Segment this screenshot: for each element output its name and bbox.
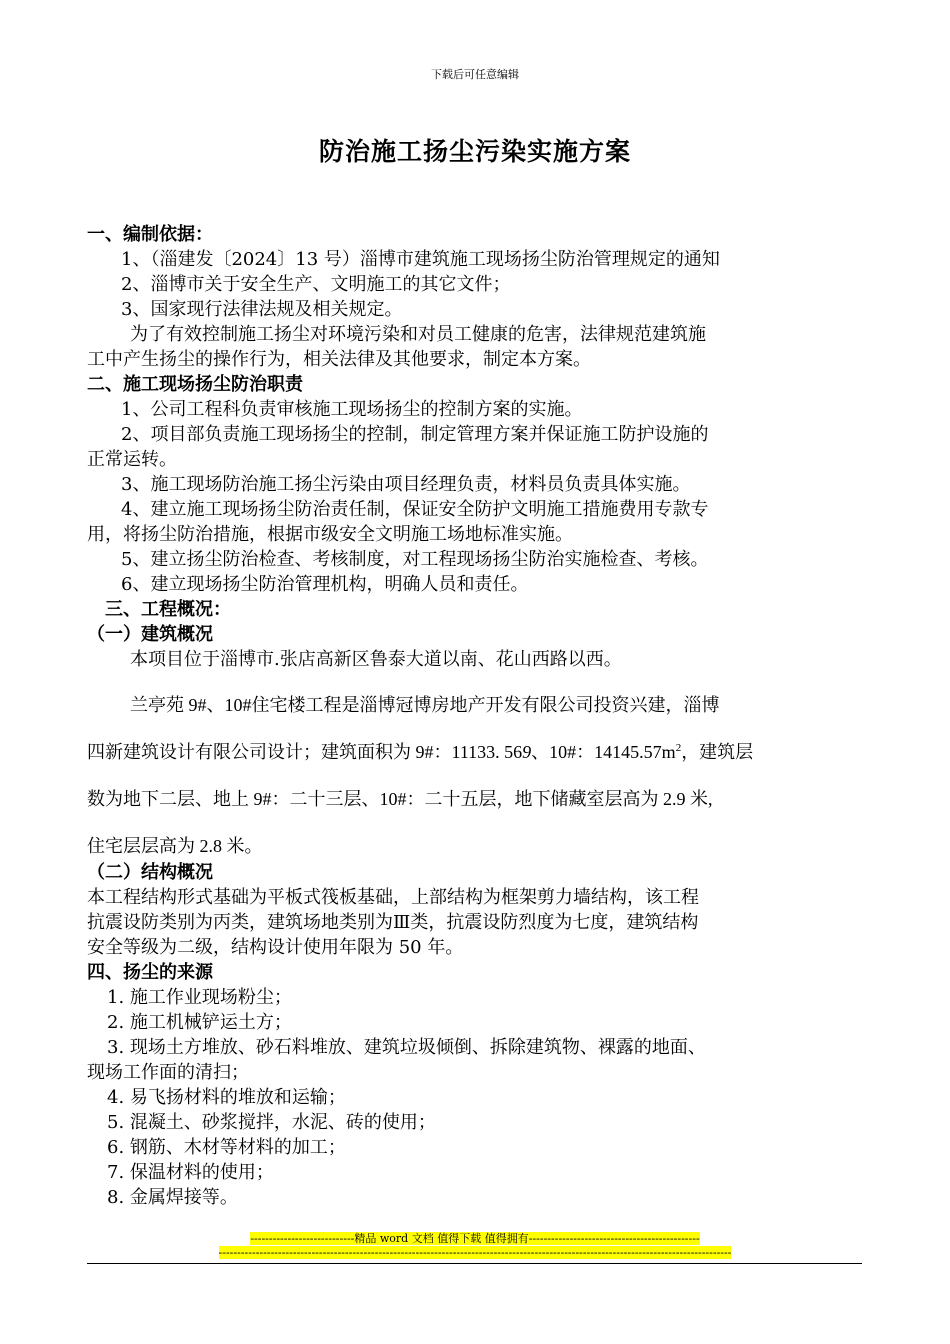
text-run: 9 xyxy=(522,742,532,762)
paragraph-line: 本项目位于淄博市.张店高新区鲁泰大道以南、花山西路以西。 xyxy=(130,649,622,670)
section-4-heading: 四、扬尘的来源 xyxy=(87,962,213,983)
paragraph-line: 本工程结构形式基础为平板式筏板基础，上部结构为框架剪力墙结构，该工程 xyxy=(87,887,699,908)
footer-line: ----------------------------精品 word 文档 值得下载 值得拥有---------------------------------------------- xyxy=(250,1232,700,1245)
list-item: 5. 混凝土、砂浆搅拌，水泥、砖的使用； xyxy=(107,1112,436,1133)
subsection-heading: （一）建筑概况 xyxy=(87,624,213,645)
list-item: 3、施工现场防治施工扬尘污染由项目经理负责，材料员负责具体实施。 xyxy=(121,474,691,495)
list-item: 8. 金属焊接等。 xyxy=(107,1187,238,1208)
paragraph-line: 为了有效控制施工扬尘对环境污染和对员工健康的危害，法律规范建筑施 xyxy=(130,324,706,345)
footer-divider xyxy=(87,1263,862,1264)
section-2-heading: 二、施工现场扬尘防治职责 xyxy=(87,374,303,395)
paragraph-line xyxy=(87,719,862,766)
document-body xyxy=(87,222,862,1210)
list-item: 1、公司工程科负责审核施工现场扬尘的控制方案的实施。 xyxy=(121,399,583,420)
list-item-continuation: 正常运转。 xyxy=(87,449,177,470)
footer-banner xyxy=(0,1246,950,1259)
paragraph-line: 工中产生扬尘的操作行为，相关法律及其他要求，制定本方案。 xyxy=(87,349,591,370)
list-item: 2、项目部负责施工现场扬尘的控制，制定管理方案并保证施工防护设施的 xyxy=(121,424,709,445)
paragraph-line: 兰亭苑 9#、10#住宅楼工程是淄博冠博房地产开发有限公司投资兴建，淄博 xyxy=(130,695,720,715)
section-3-heading: 三、工程概况： xyxy=(105,599,231,620)
document-title: 防治施工扬尘污染实施方案 xyxy=(318,137,631,166)
list-item: 2. 施工机械铲运土方； xyxy=(107,1012,292,1033)
list-item: 7. 保温材料的使用； xyxy=(107,1162,274,1183)
list-item-continuation: 现场工作面的清扫； xyxy=(87,1062,249,1083)
subsection-heading: （二）结构概况 xyxy=(87,862,213,883)
paragraph-line: 安全等级为二级，结构设计使用年限为 50 年。 xyxy=(87,937,464,958)
text-run: 四新建筑设计有限公司设计；建筑面积为 9#：11133. 56 xyxy=(87,742,523,762)
list-item: 3. 现场土方堆放、砂石料堆放、建筑垃圾倾倒、拆除建筑物、裸露的地面、 xyxy=(107,1037,706,1058)
list-item: 6、建立现场扬尘防治管理机构，明确人员和责任。 xyxy=(121,574,529,595)
superscript: 2 xyxy=(675,742,682,754)
list-item: 2、淄博市关于安全生产、文明施工的其它文件； xyxy=(121,274,511,295)
text-run: ，建筑层 xyxy=(681,742,754,762)
header-note: 下载后可任意编辑 xyxy=(431,68,519,81)
text-run: 、10#：14145.57m xyxy=(531,742,676,762)
list-item: 4、建立施工现场扬尘防治责任制，保证安全防护文明施工措施费用专款专 xyxy=(121,499,709,520)
footer-banner xyxy=(0,1230,950,1246)
footer-line: ------------------------------------------------------------------------------------------------------------------------------------------ xyxy=(218,1246,732,1259)
list-item: 4. 易飞扬材料的堆放和运输； xyxy=(107,1087,346,1108)
list-item: 5、建立扬尘防治检查、考核制度，对工程现场扬尘防治实施检查、考核。 xyxy=(121,549,709,570)
paragraph-line: 住宅层层高为 2.8 米。 xyxy=(87,836,263,856)
paragraph-line: 数为地下二层、地上 9#：二十三层、10#：二十五层，地下储藏室层高为 2.9 米, xyxy=(87,789,713,809)
list-item: 1、（淄建发〔2024〕13 号）淄博市建筑施工现场扬尘防治管理规定的通知 xyxy=(121,249,720,270)
paragraph-line: 抗震设防类别为丙类，建筑场地类别为Ⅲ类，抗震设防烈度为七度，建筑结构 xyxy=(87,912,699,933)
list-item-continuation: 用，将扬尘防治措施，根据市级安全文明施工场地标准实施。 xyxy=(87,524,573,545)
list-item: 1. 施工作业现场粉尘； xyxy=(107,987,292,1008)
section-1-heading: 一、编制依据： xyxy=(87,224,213,245)
list-item: 3、国家现行法律法规及相关规定。 xyxy=(121,299,403,320)
list-item: 6. 钢筋、木材等材料的加工； xyxy=(107,1137,346,1158)
